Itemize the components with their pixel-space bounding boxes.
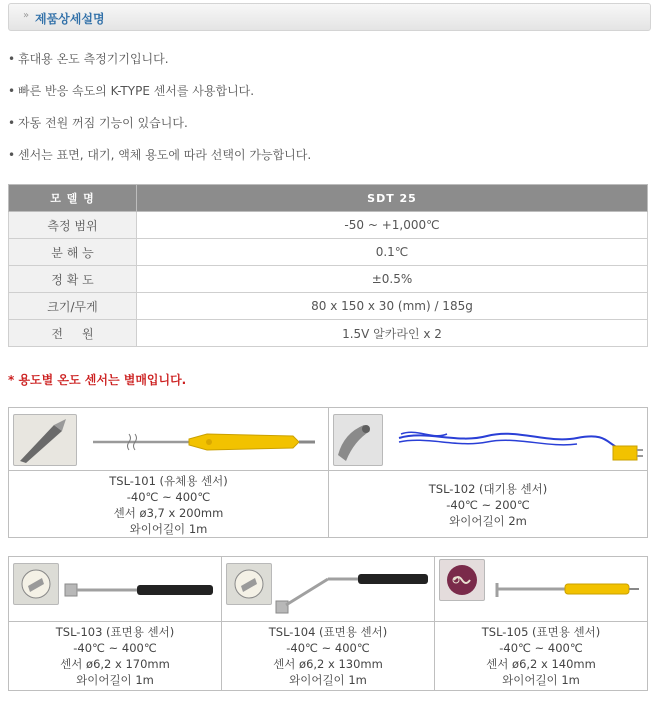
feature-item: • 센서는 표면, 대기, 액체 용도에 따라 선택이 가능합니다. [8, 148, 312, 162]
temp-range: -40℃ ~ 400℃ [126, 490, 211, 504]
surface-probe-closeup [226, 563, 272, 605]
spec-header-value: SDT 25 [137, 185, 648, 212]
surface-probe-tip-icon [14, 564, 58, 604]
spec-header-label: 모 델 명 [9, 185, 137, 212]
coil-probe-closeup [439, 559, 485, 601]
spec-value: 80 x 150 x 30 (mm) / 185g [137, 293, 648, 320]
model-name: TSL-103 (표면용 센서) [55, 625, 175, 639]
coil-probe-tip-icon [440, 560, 484, 600]
spec-row [9, 212, 648, 239]
probe-tip-icon [14, 415, 76, 465]
spec-row [9, 239, 648, 266]
surface-probe-tip-icon [227, 564, 271, 604]
coil-surface-probe-icon [487, 571, 643, 605]
air-probe-closeup [333, 414, 383, 466]
separate-sale-notice: * 용도별 온도 센서는 별매입니다. [8, 373, 187, 387]
sensor-grid-bottom [8, 556, 648, 691]
spec-value: ±0.5% [137, 266, 648, 293]
feature-item: • 빠른 반응 속도의 K-TYPE 센서를 사용합니다. [8, 84, 255, 98]
spec-value: -50 ~ +1,000℃ [137, 212, 648, 239]
air-probe-tip-icon [334, 415, 382, 465]
wire-length: 와이어길이 1m [502, 673, 580, 687]
spec-value: 1.5V 알카라인 x 2 [137, 320, 648, 347]
section-title-bar [8, 3, 651, 31]
wire-length: 와이어길이 1m [129, 522, 208, 536]
tsl-103-caption [9, 622, 221, 688]
tsl-101-caption [9, 471, 328, 537]
spec-label: 정 확 도 [9, 266, 137, 293]
tsl-104-image [222, 557, 434, 621]
sensor-size: 센서 ø3,7 x 200mm [113, 506, 224, 520]
tsl-105-image [435, 557, 647, 621]
spec-table [8, 184, 648, 347]
wire-length: 와이어길이 1m [76, 673, 154, 687]
bent-surface-probe-icon [272, 569, 432, 617]
wire-length: 와이어길이 1m [289, 673, 367, 687]
feature-item: • 자동 전원 꺼짐 기능이 있습니다. [8, 116, 188, 130]
tsl-104-caption [222, 622, 434, 688]
surface-probe-closeup [13, 563, 59, 605]
fluid-probe-icon [79, 422, 324, 462]
temp-range: -40℃ ~ 400℃ [286, 641, 370, 655]
spec-value: 0.1℃ [137, 239, 648, 266]
wire-length: 와이어길이 2m [449, 514, 527, 528]
spec-label: 분 해 능 [9, 239, 137, 266]
model-name: TSL-105 (표면용 센서) [481, 625, 601, 639]
air-probe-wire-icon [387, 414, 643, 468]
tsl-102-image [329, 408, 647, 470]
model-name: TSL-104 (표면용 센서) [268, 625, 388, 639]
temp-range: -40℃ ~ 400℃ [499, 641, 583, 655]
spec-label: 측정 범위 [9, 212, 137, 239]
chevron-right-icon: » [23, 10, 30, 21]
tsl-105-caption [435, 622, 647, 688]
temp-range: -40℃ ~ 400℃ [73, 641, 157, 655]
tsl-101-image [9, 408, 328, 470]
sensor-grid-top [8, 407, 648, 538]
tsl-103-image [9, 557, 221, 621]
sensor-size: 센서 ø6,2 x 130mm [273, 657, 383, 671]
spec-header-row [9, 185, 648, 212]
model-name: TSL-101 (유체용 센서) [109, 474, 228, 488]
sensor-size: 센서 ø6,2 x 170mm [60, 657, 170, 671]
section-title: 제품상세설명 [35, 12, 105, 26]
spec-row [9, 293, 648, 320]
straight-surface-probe-icon [61, 575, 219, 605]
spec-row [9, 266, 648, 293]
tsl-102-caption [329, 471, 647, 529]
feature-item: • 휴대용 온도 측정기기입니다. [8, 52, 169, 66]
model-name: TSL-102 (대기용 센서) [428, 482, 548, 496]
temp-range: -40℃ ~ 200℃ [446, 498, 530, 512]
spec-row [9, 320, 648, 347]
probe-tip-closeup [13, 414, 77, 466]
sensor-size: 센서 ø6,2 x 140mm [486, 657, 596, 671]
spec-label: 크기/무게 [9, 293, 137, 320]
spec-label: 전 원 [9, 320, 137, 347]
